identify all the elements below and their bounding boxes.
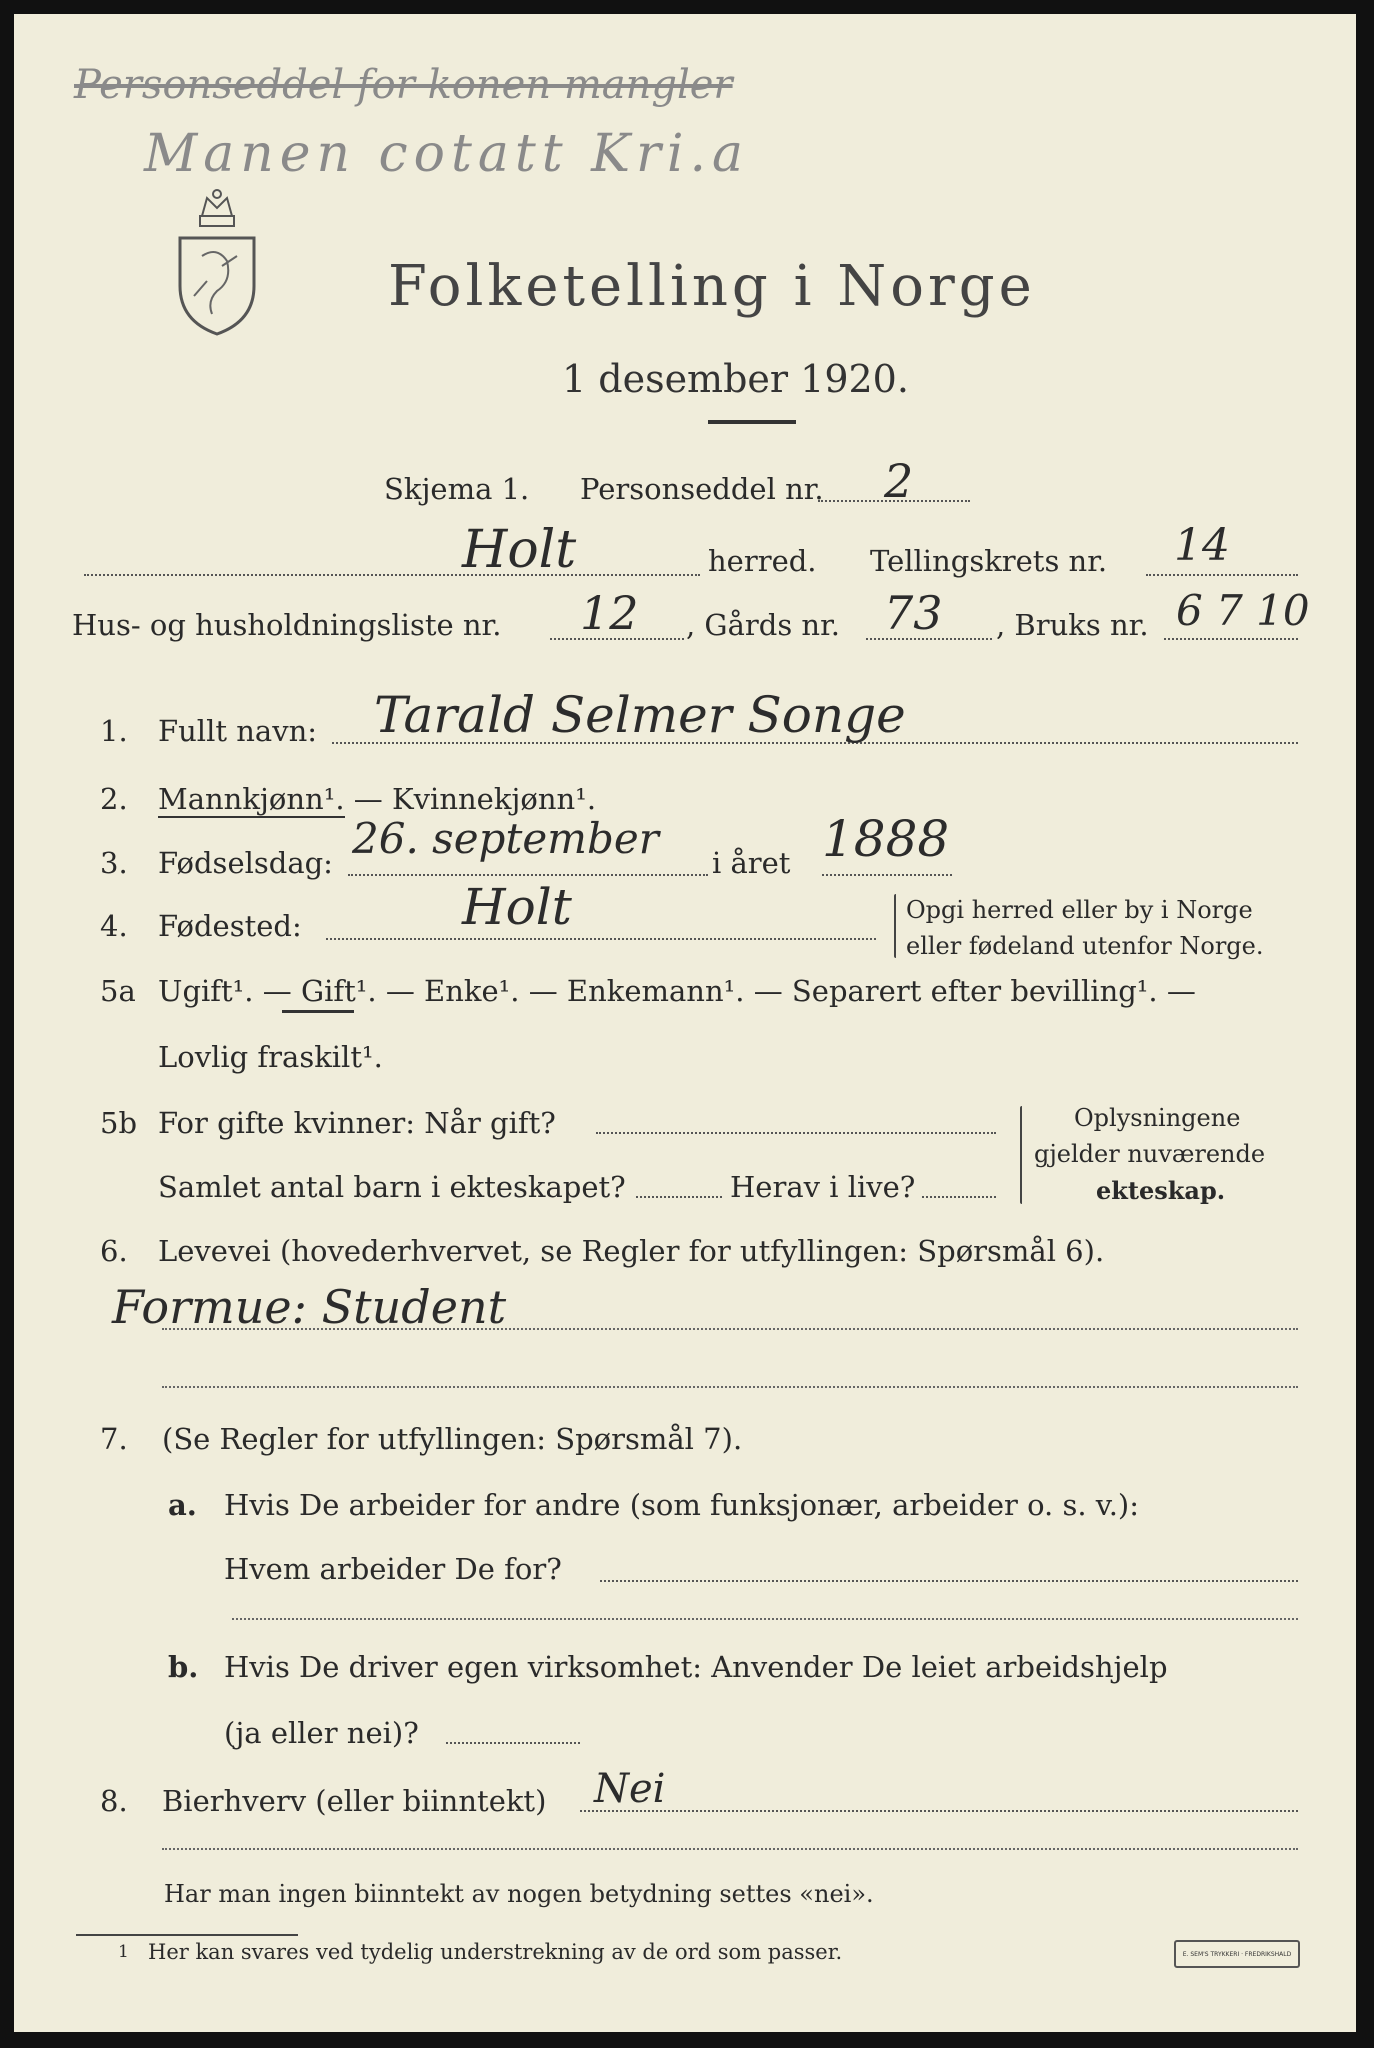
q2-options [158, 782, 596, 816]
q5b-note-1: Oplysningene [1074, 1104, 1241, 1132]
birth-year-value: 1888 [822, 810, 950, 868]
tellingskrets-label: Tellingskrets nr. [870, 544, 1108, 578]
q3-date-field-line [348, 874, 708, 876]
personseddel-value: 2 [884, 454, 914, 508]
q7a-field-line-2 [232, 1618, 1298, 1620]
q6-field-line-2 [162, 1386, 1298, 1388]
gards-value: 73 [884, 586, 943, 640]
coat-of-arms-icon [172, 186, 262, 336]
husholdningsliste-value: 12 [580, 586, 639, 640]
q7a-field-line-1 [600, 1580, 1298, 1582]
q8-field-line-2 [162, 1848, 1298, 1850]
tellingskrets-field-line [1146, 574, 1298, 576]
tellingskrets-value: 14 [1174, 520, 1230, 571]
bruks-label: , Bruks nr. [996, 608, 1149, 642]
side-income-value: Nei [594, 1766, 666, 1812]
census-form-page [14, 14, 1356, 2032]
q5b-line-1: For gifte kvinner: Når gift? [158, 1106, 556, 1140]
handwritten-note: Manen cotatt Kri.a [144, 124, 750, 184]
q4-label: Fødested: [158, 909, 302, 943]
q1-number: 1. [100, 714, 128, 748]
q5b-note-3: ekteskap. [1096, 1176, 1226, 1205]
herred-field-line [84, 574, 700, 576]
q4-brace [894, 894, 896, 958]
q8-label: Bierhverv (eller biinntekt) [162, 1784, 547, 1818]
struck-note: Personseddel for konen mangler [74, 62, 733, 108]
printer-stamp [1174, 1940, 1300, 1968]
q5b-brace [1020, 1106, 1022, 1204]
gift-underline [282, 1010, 354, 1013]
occupation-value: Formue: Student [112, 1280, 507, 1334]
q7a-line-1: Hvis De arbeider for andre (som funksjonær, arbeider o. s. v.): [224, 1488, 1140, 1522]
q7a-line-2: Hvem arbeider De for? [224, 1552, 562, 1586]
q5b-children-field-line [636, 1196, 722, 1198]
husholdningsliste-label: Hus- og husholdningsliste nr. [72, 608, 502, 642]
birthplace-value: Holt [462, 878, 572, 936]
q5a-number: 5a [100, 974, 136, 1008]
q2-number: 2. [100, 782, 128, 816]
male-option: Mannkjønn¹. [158, 782, 345, 816]
q7-number: 7. [100, 1422, 128, 1456]
herred-label: herred. [708, 544, 817, 578]
q1-label: Fullt navn: [158, 714, 318, 748]
q7b-line-1: Hvis De driver egen virksomhet: Anvender De leiet arbeidshjelp [224, 1650, 1168, 1684]
q4-number: 4. [100, 909, 128, 943]
gards-label: , Gårds nr. [686, 608, 840, 642]
q7b-letter: b. [168, 1650, 199, 1684]
bruks-value: 6 7 10 [1176, 586, 1310, 635]
q4-field-line [326, 938, 876, 940]
title-divider [708, 420, 796, 424]
q8-field-line-1 [580, 1810, 1298, 1812]
q3-number: 3. [100, 846, 128, 880]
income-note: Har man ingen biinntekt av nogen betydning settes «nei». [164, 1880, 874, 1908]
q7b-line-2: (ja eller nei)? [224, 1716, 419, 1750]
page-subtitle: 1 desember 1920. [562, 357, 909, 401]
bruks-field-line [1164, 638, 1298, 640]
schema-label: Skjema 1. [384, 472, 530, 506]
q4-note-1: Opgi herred eller by i Norge [906, 896, 1253, 924]
q6-label: Levevei (hovederhvervet, se Regler for utfyllingen: Spørsmål 6). [158, 1234, 1105, 1268]
q5b-line-2b: Herav i live? [730, 1170, 916, 1204]
footnote-mark: 1 [118, 1942, 129, 1962]
personseddel-label: Personseddel nr. [580, 472, 824, 506]
q8-number: 8. [100, 1784, 128, 1818]
q4-note-2: eller fødeland utenfor Norge. [906, 932, 1264, 960]
q5b-alive-field-line [922, 1196, 996, 1198]
female-option: Kvinnekjønn¹. [392, 782, 597, 816]
printer-stamp-text: E. SEM'S TRYKKERI · FREDRIKSHALD [1182, 1950, 1292, 1958]
q3-year-field-line [822, 874, 952, 876]
full-name-value: Tarald Selmer Songe [374, 686, 906, 744]
q3-label: Fødselsdag: [158, 846, 333, 880]
page-title: Folketelling i Norge [388, 254, 1036, 319]
birthdate-value: 26. september [352, 814, 659, 863]
footnote-text: Her kan svares ved tydelig understrekning av de ord som passer. [148, 1940, 843, 1964]
q5a-line-2: Lovlig fraskilt¹. [158, 1040, 383, 1074]
q5a-line-1: Ugift¹. — Gift¹. — Enke¹. — Enkemann¹. — Separert efter bevilling¹. — [158, 974, 1196, 1008]
q5b-married-field-line [596, 1132, 996, 1134]
q3-year-label: i året [712, 846, 791, 880]
q7a-letter: a. [168, 1488, 197, 1522]
q5b-line-2a: Samlet antal barn i ekteskapet? [158, 1170, 626, 1204]
q6-number: 6. [100, 1234, 128, 1268]
q7b-field-line [446, 1742, 580, 1744]
q7-label: (Se Regler for utfyllingen: Spørsmål 7). [162, 1422, 743, 1456]
footnote-divider [76, 1934, 298, 1936]
herred-value: Holt [462, 520, 577, 580]
q5b-note-2: gjelder nuværende [1034, 1140, 1266, 1168]
q6-field-line-1 [162, 1328, 1298, 1330]
q5b-number: 5b [100, 1106, 138, 1140]
q2-separator: — [344, 782, 392, 816]
